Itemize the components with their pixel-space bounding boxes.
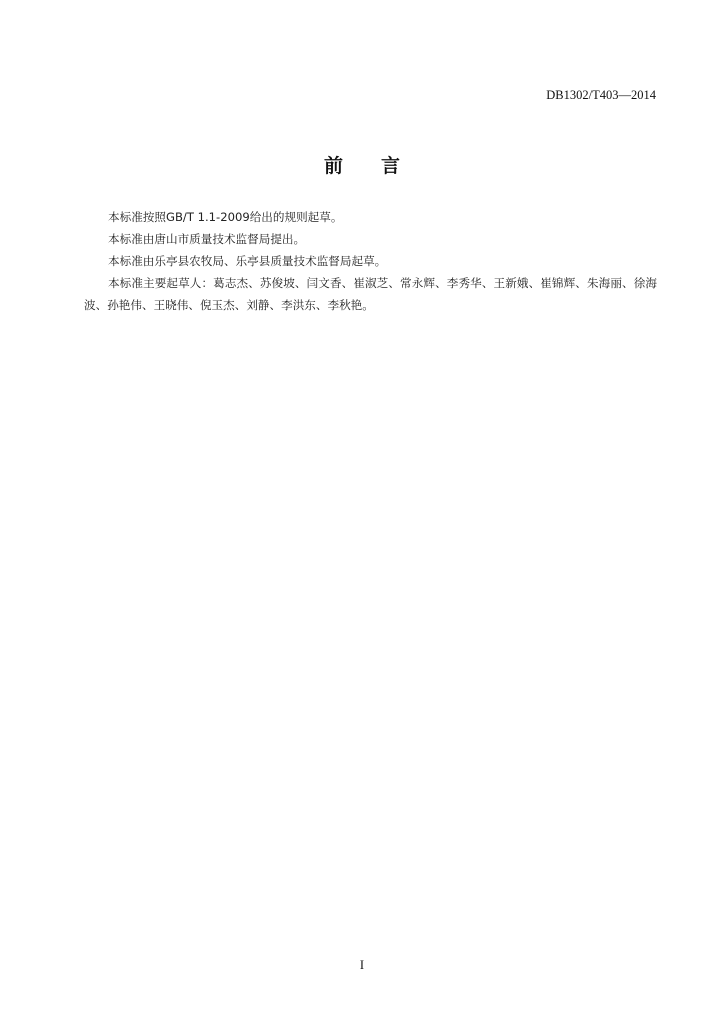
title-char-2: 言 [381, 155, 401, 177]
title-char-1: 前 [323, 155, 343, 177]
paragraph-drafting-units: 本标准由乐亭县农牧局、乐亭县质量技术监督局起草。 [108, 254, 387, 268]
paragraph-drafting-rules: 本标准按照GB/T 1.1-2009给出的规则起草。 [108, 210, 343, 224]
page-title [0, 151, 724, 178]
paragraph-drafters: 本标准主要起草人：葛志杰、苏俊坡、闫文香、崔淑芝、常永辉、李秀华、王新娥、崔锦辉、朱海丽、徐海波、孙艳伟、王晓伟、倪玉杰、刘静、李洪东、李秋艳。 [84, 276, 657, 312]
page-number: I [359, 958, 365, 972]
foreword-body [84, 206, 657, 316]
paragraph-proposer: 本标准由唐山市质量技术监督局提出。 [108, 232, 306, 246]
document-code: DB1302/T403—2014 [546, 88, 656, 102]
